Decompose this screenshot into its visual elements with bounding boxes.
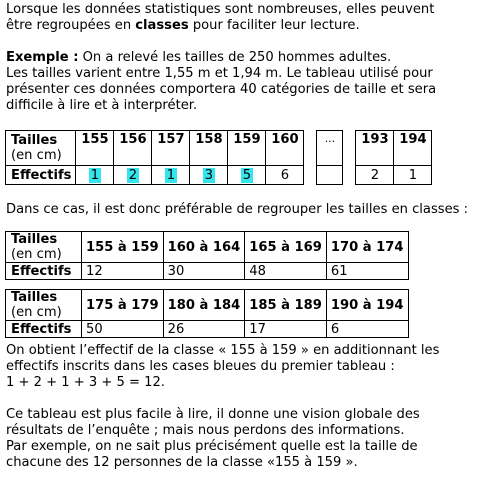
- raw-sizes-table: [5, 130, 432, 185]
- count-cell: [152, 166, 190, 185]
- count-cell: 26: [163, 321, 245, 338]
- classes-table-2: [5, 289, 409, 338]
- conclusion-line-4: Ce tableau est plus facile à lire, il donne une vision globale des: [6, 407, 420, 422]
- sizes-label: Tailles: [11, 290, 58, 305]
- size-cell: 193: [356, 131, 394, 166]
- sizes-unit: (en cm): [11, 247, 62, 262]
- class-cell: 190 à 194: [326, 290, 408, 321]
- conclusion-line-7: chacune des 12 personnes de la classe «155 à 159 ».: [6, 455, 358, 470]
- intro-line-2: [6, 18, 360, 34]
- counts-header: Effectifs: [6, 321, 82, 338]
- intro-text: être regroupées en: [6, 18, 136, 33]
- highlighted-count: 1: [166, 167, 176, 183]
- intro-text-end: pour faciliter leur lecture.: [188, 18, 360, 33]
- sizes-unit: (en cm): [11, 148, 62, 163]
- classes-table-1: [5, 231, 409, 280]
- class-cell: 170 à 174: [326, 232, 408, 263]
- conclusion-line-2: effectifs inscrits dans les cases bleues du premier tableau :: [6, 359, 395, 374]
- middle-text: Dans ce cas, il est donc préférable de regrouper les tailles en classes :: [6, 202, 469, 217]
- sizes-header: [6, 131, 76, 166]
- table-gap: [343, 131, 356, 166]
- size-cell: 157: [152, 131, 190, 166]
- class-cell: 185 à 189: [245, 290, 327, 321]
- size-cell: 156: [114, 131, 152, 166]
- count-cell: 61: [326, 263, 408, 280]
- count-cell: [190, 166, 228, 185]
- example-line-3: présenter ces données comportera 40 catégories de taille et sera: [6, 82, 437, 97]
- count-cell: [114, 166, 152, 185]
- table-gap: [343, 166, 356, 185]
- size-cell: 160: [266, 131, 304, 166]
- class-cell: 160 à 164: [163, 232, 245, 263]
- count-cell: 2: [356, 166, 394, 185]
- sizes-unit: (en cm): [11, 305, 62, 320]
- table-gap: [304, 131, 317, 166]
- sizes-label: Tailles: [11, 133, 58, 148]
- count-cell: 6: [326, 321, 408, 338]
- table-gap: [304, 166, 317, 185]
- sizes-label: Tailles: [11, 232, 58, 247]
- classes-keyword: classes: [135, 18, 189, 33]
- class-cell: 155 à 159: [82, 232, 164, 263]
- sizes-header: [6, 232, 82, 263]
- counts-header: Effectifs: [6, 263, 82, 280]
- size-cell: 155: [76, 131, 114, 166]
- ellipsis-cell: [317, 166, 343, 185]
- class-cell: 175 à 179: [82, 290, 164, 321]
- conclusion-line-5: résultats de l’enquête ; mais nous perdons des informations.: [6, 423, 405, 438]
- example-line-1: [6, 50, 391, 66]
- example-line-4: difficile à lire et à interpréter.: [6, 98, 198, 113]
- count-cell: [228, 166, 266, 185]
- count-cell: [76, 166, 114, 185]
- count-cell: 17: [245, 321, 327, 338]
- counts-header: Effectifs: [6, 166, 76, 185]
- ellipsis-cell: ...: [317, 131, 343, 166]
- count-cell: 12: [82, 263, 164, 280]
- example-label: Exemple :: [6, 50, 79, 65]
- count-cell: 48: [245, 263, 327, 280]
- highlighted-count: 1: [90, 167, 100, 183]
- count-cell: 50: [82, 321, 164, 338]
- conclusion-line-3: 1 + 2 + 1 + 3 + 5 = 12.: [6, 375, 165, 390]
- conclusion-line-1: On obtient l’effectif de la classe « 155 à 159 » en additionnant les: [6, 343, 440, 358]
- example-text: On a relevé les tailles de 250 hommes adultes.: [78, 50, 392, 65]
- intro-line-1: Lorsque les données statistiques sont nombreuses, elles peuvent: [6, 2, 435, 17]
- size-cell: 194: [394, 131, 432, 166]
- highlighted-count: 5: [242, 167, 252, 183]
- highlighted-count: 2: [128, 167, 138, 183]
- highlighted-count: 3: [204, 167, 214, 183]
- class-cell: 165 à 169: [245, 232, 327, 263]
- class-cell: 180 à 184: [163, 290, 245, 321]
- count-cell: 6: [266, 166, 304, 185]
- example-line-2: Les tailles varient entre 1,55 m et 1,94 m. Le tableau utilisé pour: [6, 66, 433, 81]
- sizes-header: [6, 290, 82, 321]
- count-cell: 30: [163, 263, 245, 280]
- count-cell: 1: [394, 166, 432, 185]
- size-cell: 159: [228, 131, 266, 166]
- size-cell: 158: [190, 131, 228, 166]
- conclusion-line-6: Par exemple, on ne sait plus précisément quelle est la taille de: [6, 439, 418, 454]
